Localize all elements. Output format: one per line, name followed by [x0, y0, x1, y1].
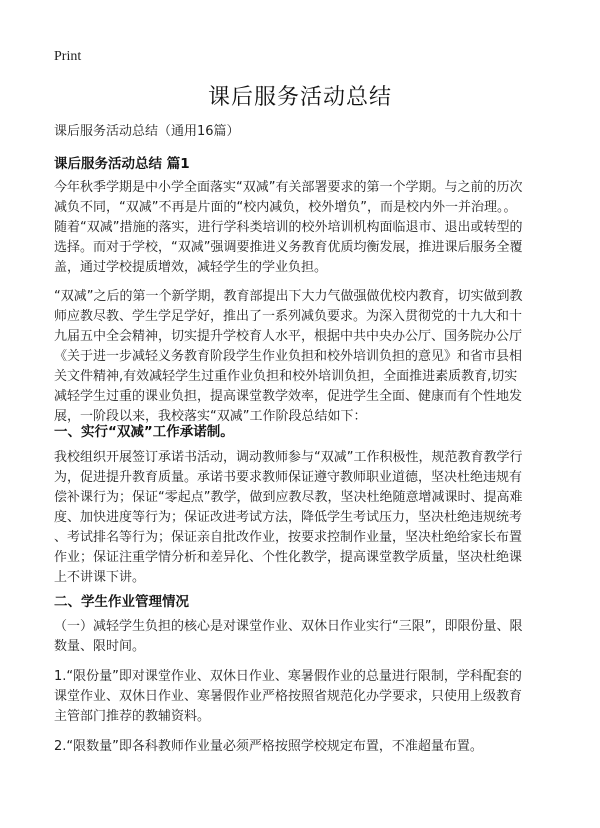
document-subtitle: 课后服务活动总结（通用16篇）: [54, 124, 240, 139]
text-line: 《关于进一步减轻义务教育阶段学生作业负担和校外培训负担的意见》和省市县相: [54, 349, 523, 364]
text-line: “双减”之后的第一个新学期，教育部提出下大力气做强做优校内教育，切实做到教: [54, 289, 523, 304]
text-line: 随着“双减”措施的落实，进行学科类培训的校外培训机构面临退市、退出或转型的: [54, 220, 523, 235]
section-heading-1: 一、实行“双减”工作承诺制。: [54, 424, 234, 440]
section-heading-2: 二、学生作业管理情况: [54, 594, 189, 610]
text-line: 作业；保证注重学情分析和差异化、个性化教学，提高课堂教学质量，坚决杜绝课: [54, 550, 523, 565]
text-line: 师应教尽教、学生学足学好，推出了一系列减负要求。为深入贯彻党的十九大和十: [54, 309, 523, 324]
text-line: 、考试排名等行为；保证亲自批改作业，按要求控制作业量，坚决杜绝给家长布置: [54, 530, 523, 545]
text-line: 减轻学生过重的课业负担，提高课堂教学效率，促进学生全面、健康而有个性地发: [54, 389, 523, 404]
text-line: 1.“限份量”即对课堂作业、双休日作业、寒暑假作业的总量进行限制，学科配套的: [54, 669, 522, 684]
text-line: 度、加快进度等行为；保证改进考试方法，降低学生考试压力，坚决杜绝违规统考: [54, 510, 523, 525]
paragraph-section-1: [54, 448, 554, 588]
paragraph-section-2-1: [54, 617, 554, 657]
text-line: 为，促进提升教育质量。承诺书要求教师保证遵守教师职业道德，坚决杜绝违规有: [54, 470, 523, 485]
text-line: 2.“限数量”即各科教师作业量必须严格按照学校规定布置，不准超量布置。: [54, 739, 483, 754]
text-line: 数量、限时间。: [54, 639, 146, 654]
text-line: 选择。而对于学校，“双减”强调要推进义务教育优质均衡发展，推进课后服务全覆: [54, 240, 523, 255]
text-line: 展，一阶段以来，我校落实“双减”工作阶段总结如下：: [54, 409, 367, 424]
paragraph-intro-2: [54, 287, 554, 427]
text-line: 课堂作业、双休日作业、寒暑假作业严格按照省规范化办学要求，只使用上级教育: [54, 689, 523, 704]
text-line: 关文件精神,有效减轻学生过重作业负担和校外培训负担，全面推进素质教育,切实: [54, 369, 518, 384]
text-line: 盖，通过学校提质增效，减轻学生的学业负担。: [54, 260, 328, 275]
text-line: 今年秋季学期是中小学全面落实“双减”有关部署要求的第一个学期。与之前的历次: [54, 180, 523, 195]
text-line: 偿补课行为；保证“零起点”教学，做到应教尽教，坚决杜绝随意增减课时、提高难: [54, 490, 523, 505]
text-line: 九届五中全会精神，切实提升学校育人水平，根据中共中央办公厅、国务院办公厅: [54, 329, 523, 344]
paragraph-section-2-3: [54, 737, 554, 757]
print-link[interactable]: Print: [54, 49, 82, 64]
paragraph-intro-1: [54, 178, 554, 278]
paragraph-section-2-2: [54, 667, 554, 727]
text-line: 主管部门推荐的教辅资料。: [54, 709, 211, 724]
text-line: （一）减轻学生负担的核心是对课堂作业、双休日作业实行“三限”，即限份量、限: [54, 619, 523, 634]
text-line: 上不讲课下讲。: [54, 570, 146, 585]
text-line: 我校组织开展签订承诺书活动，调动教师参与“双减”工作积极性，规范教育教学行: [54, 450, 523, 465]
text-line: 减负不同，“双减”不再是片面的“校内减负，校外增负”，而是校内外一并治理。。: [54, 200, 517, 215]
article-heading: 课后服务活动总结 篇1: [54, 156, 190, 172]
document-title: 课后服务活动总结: [207, 85, 392, 110]
